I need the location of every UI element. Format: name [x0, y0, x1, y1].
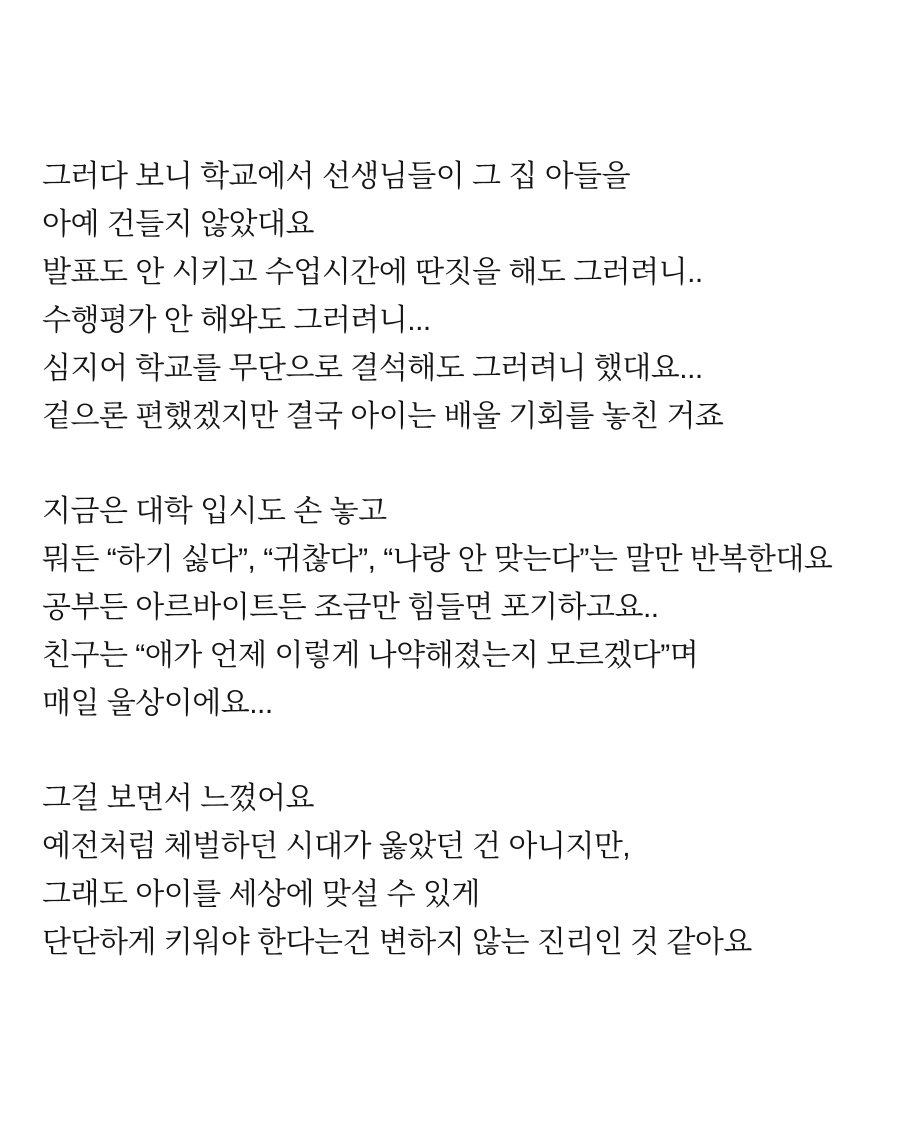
- text-line: 그러다 보니 학교에서 선생님들이 그 집 아들을: [42, 160, 631, 193]
- text-line: 발표도 안 시키고 수업시간에 딴짓을 해도 그러려니..: [42, 256, 703, 289]
- text-line: 뭐든 “하기 싫다”, “귀찮다”, “나랑 안 맞는다”는 말만 반복한대요: [42, 543, 833, 576]
- paragraph-1: [42, 153, 872, 441]
- text-line: 수행평가 안 해와도 그러려니...: [42, 304, 431, 337]
- text-line: 지금은 대학 입시도 손 놓고: [42, 495, 387, 528]
- text-line: 단단하게 키워야 한다는건 변하지 않는 진리인 것 같아요: [42, 926, 752, 959]
- paragraph-3: [42, 775, 872, 967]
- paragraph-2: [42, 488, 872, 728]
- text-line: 예전처럼 체벌하던 시대가 옳았던 건 아니지만,: [42, 830, 631, 863]
- text-line: 겉으론 편했겠지만 결국 아이는 배울 기회를 놓친 거죠: [42, 400, 724, 433]
- text-line: 친구는 “애가 언제 이렇게 나약해졌는지 모르겠다”며: [42, 639, 699, 672]
- text-line: 공부든 아르바이트든 조금만 힘들면 포기하고요..: [42, 591, 659, 624]
- text-line: 아예 건들지 않았대요: [42, 208, 314, 241]
- text-block: [42, 153, 872, 967]
- text-line: 심지어 학교를 무단으로 결석해도 그러려니 했대요...: [42, 352, 703, 385]
- text-line: 매일 울상이에요...: [42, 687, 273, 720]
- text-line: 그걸 보면서 느꼈어요: [42, 782, 314, 815]
- text-line: 그래도 아이를 세상에 맞설 수 있게: [42, 878, 480, 911]
